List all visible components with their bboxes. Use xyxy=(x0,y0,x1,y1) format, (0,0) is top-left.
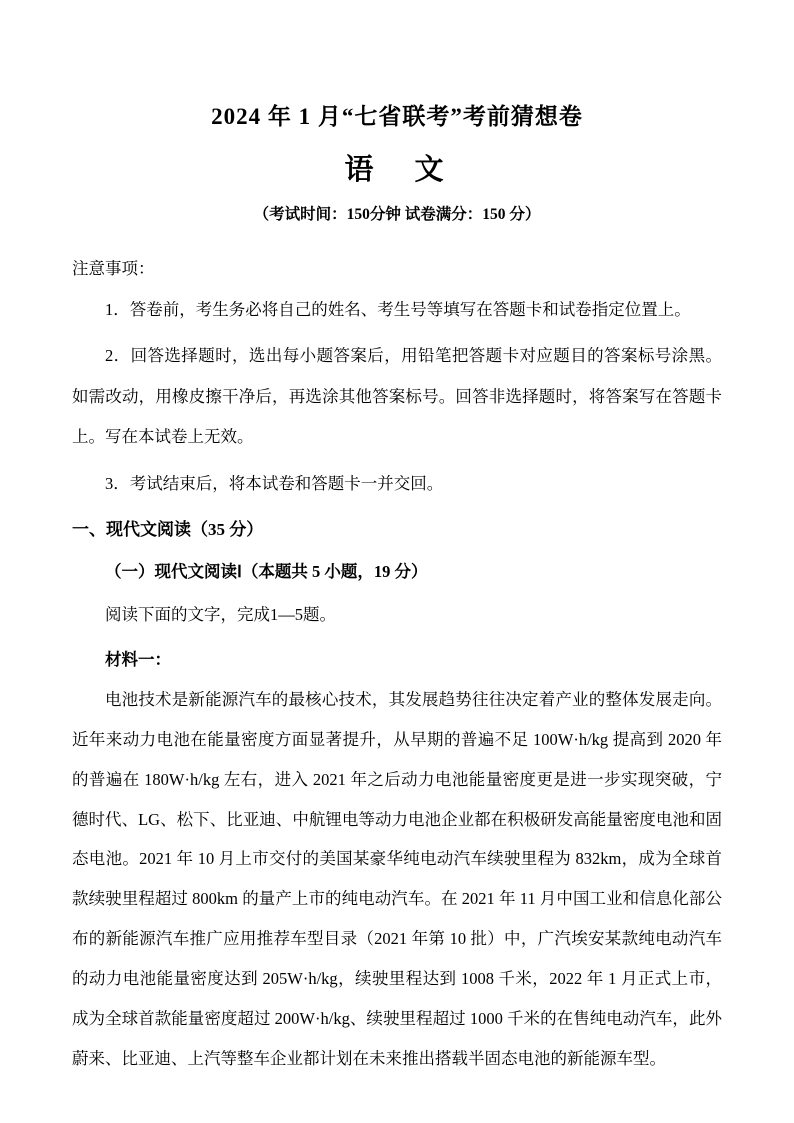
notice-header: 注意事项： xyxy=(72,259,155,278)
reading-instruction: 阅读下面的文字，完成1—5题。 xyxy=(105,605,336,625)
exam-title: 2024 年 1 月“七省联考”考前猜想卷 xyxy=(211,104,583,129)
notice-item-1: 1．答卷前，考生务必将自己的姓名、考生号等填写在答题卡和试卷指定位置上。 xyxy=(105,299,691,319)
notice-item-2: 2．回答选择题时，选出每小题答案后，用铅笔把答题卡对应题目的答案标号涂黑。如需改动，用橡皮擦干净后，再选涂其他答案标号。回答非选择题时，将答案写在答题卡上。写在本试卷上无效。 xyxy=(72,346,722,447)
notice-item-3: 3．考试结束后，将本试卷和答题卡一并交回。 xyxy=(105,473,444,493)
material-one-label: 材料一： xyxy=(105,649,171,669)
exam-info: （考试时间：150分钟 试卷满分：150 分） xyxy=(253,206,541,223)
subsection-heading-reading-1: （一）现代文阅读Ⅰ（本题共 5 小题，19 分） xyxy=(105,562,428,582)
subject-title: 语 文 xyxy=(344,154,450,186)
section-heading-modern-reading: 一、现代文阅读（35 分） xyxy=(72,520,264,540)
material-one-paragraph: 电池技术是新能源汽车的最核心技术，其发展趋势往往决定着产业的整体发展走向。近年来动力电池在能量密度方面显著提升，从早期的普遍不足 100W·h/kg 提高到 2020 年的普遍在 180W·h/kg 左右，进入 2021 年之后动力电池能量密度更是进一步实现突破，宁德时代、LG、松下、比亚迪、中航锂电等动力电池企业都在积极研发高能量密度电池和固态电池。2021 年 10 月上市交付的美国某豪华纯电动汽车续驶里程为 832km，成为全球首款续驶里程超过 800km 的量产上市的纯电动汽车。在 2021 年 11 月中国工业和信息化部公布的新能源汽车推广应用推荐车型目录（2021 年第 10 批）中，广汽埃安某款纯电动汽车的动力电池能量密度达到 205W·h/kg，续驶里程达到 1008 千米，2022 年 1 月正式上市，成为全球首款能量密度超过 200W·h/kg、续驶里程超过 1000 千米的在售纯电动汽车，此外蔚来、比亚迪、上汽等整车企业都计划在未来推出搭载半固态电池的新能源车型。 xyxy=(72,689,722,1069)
